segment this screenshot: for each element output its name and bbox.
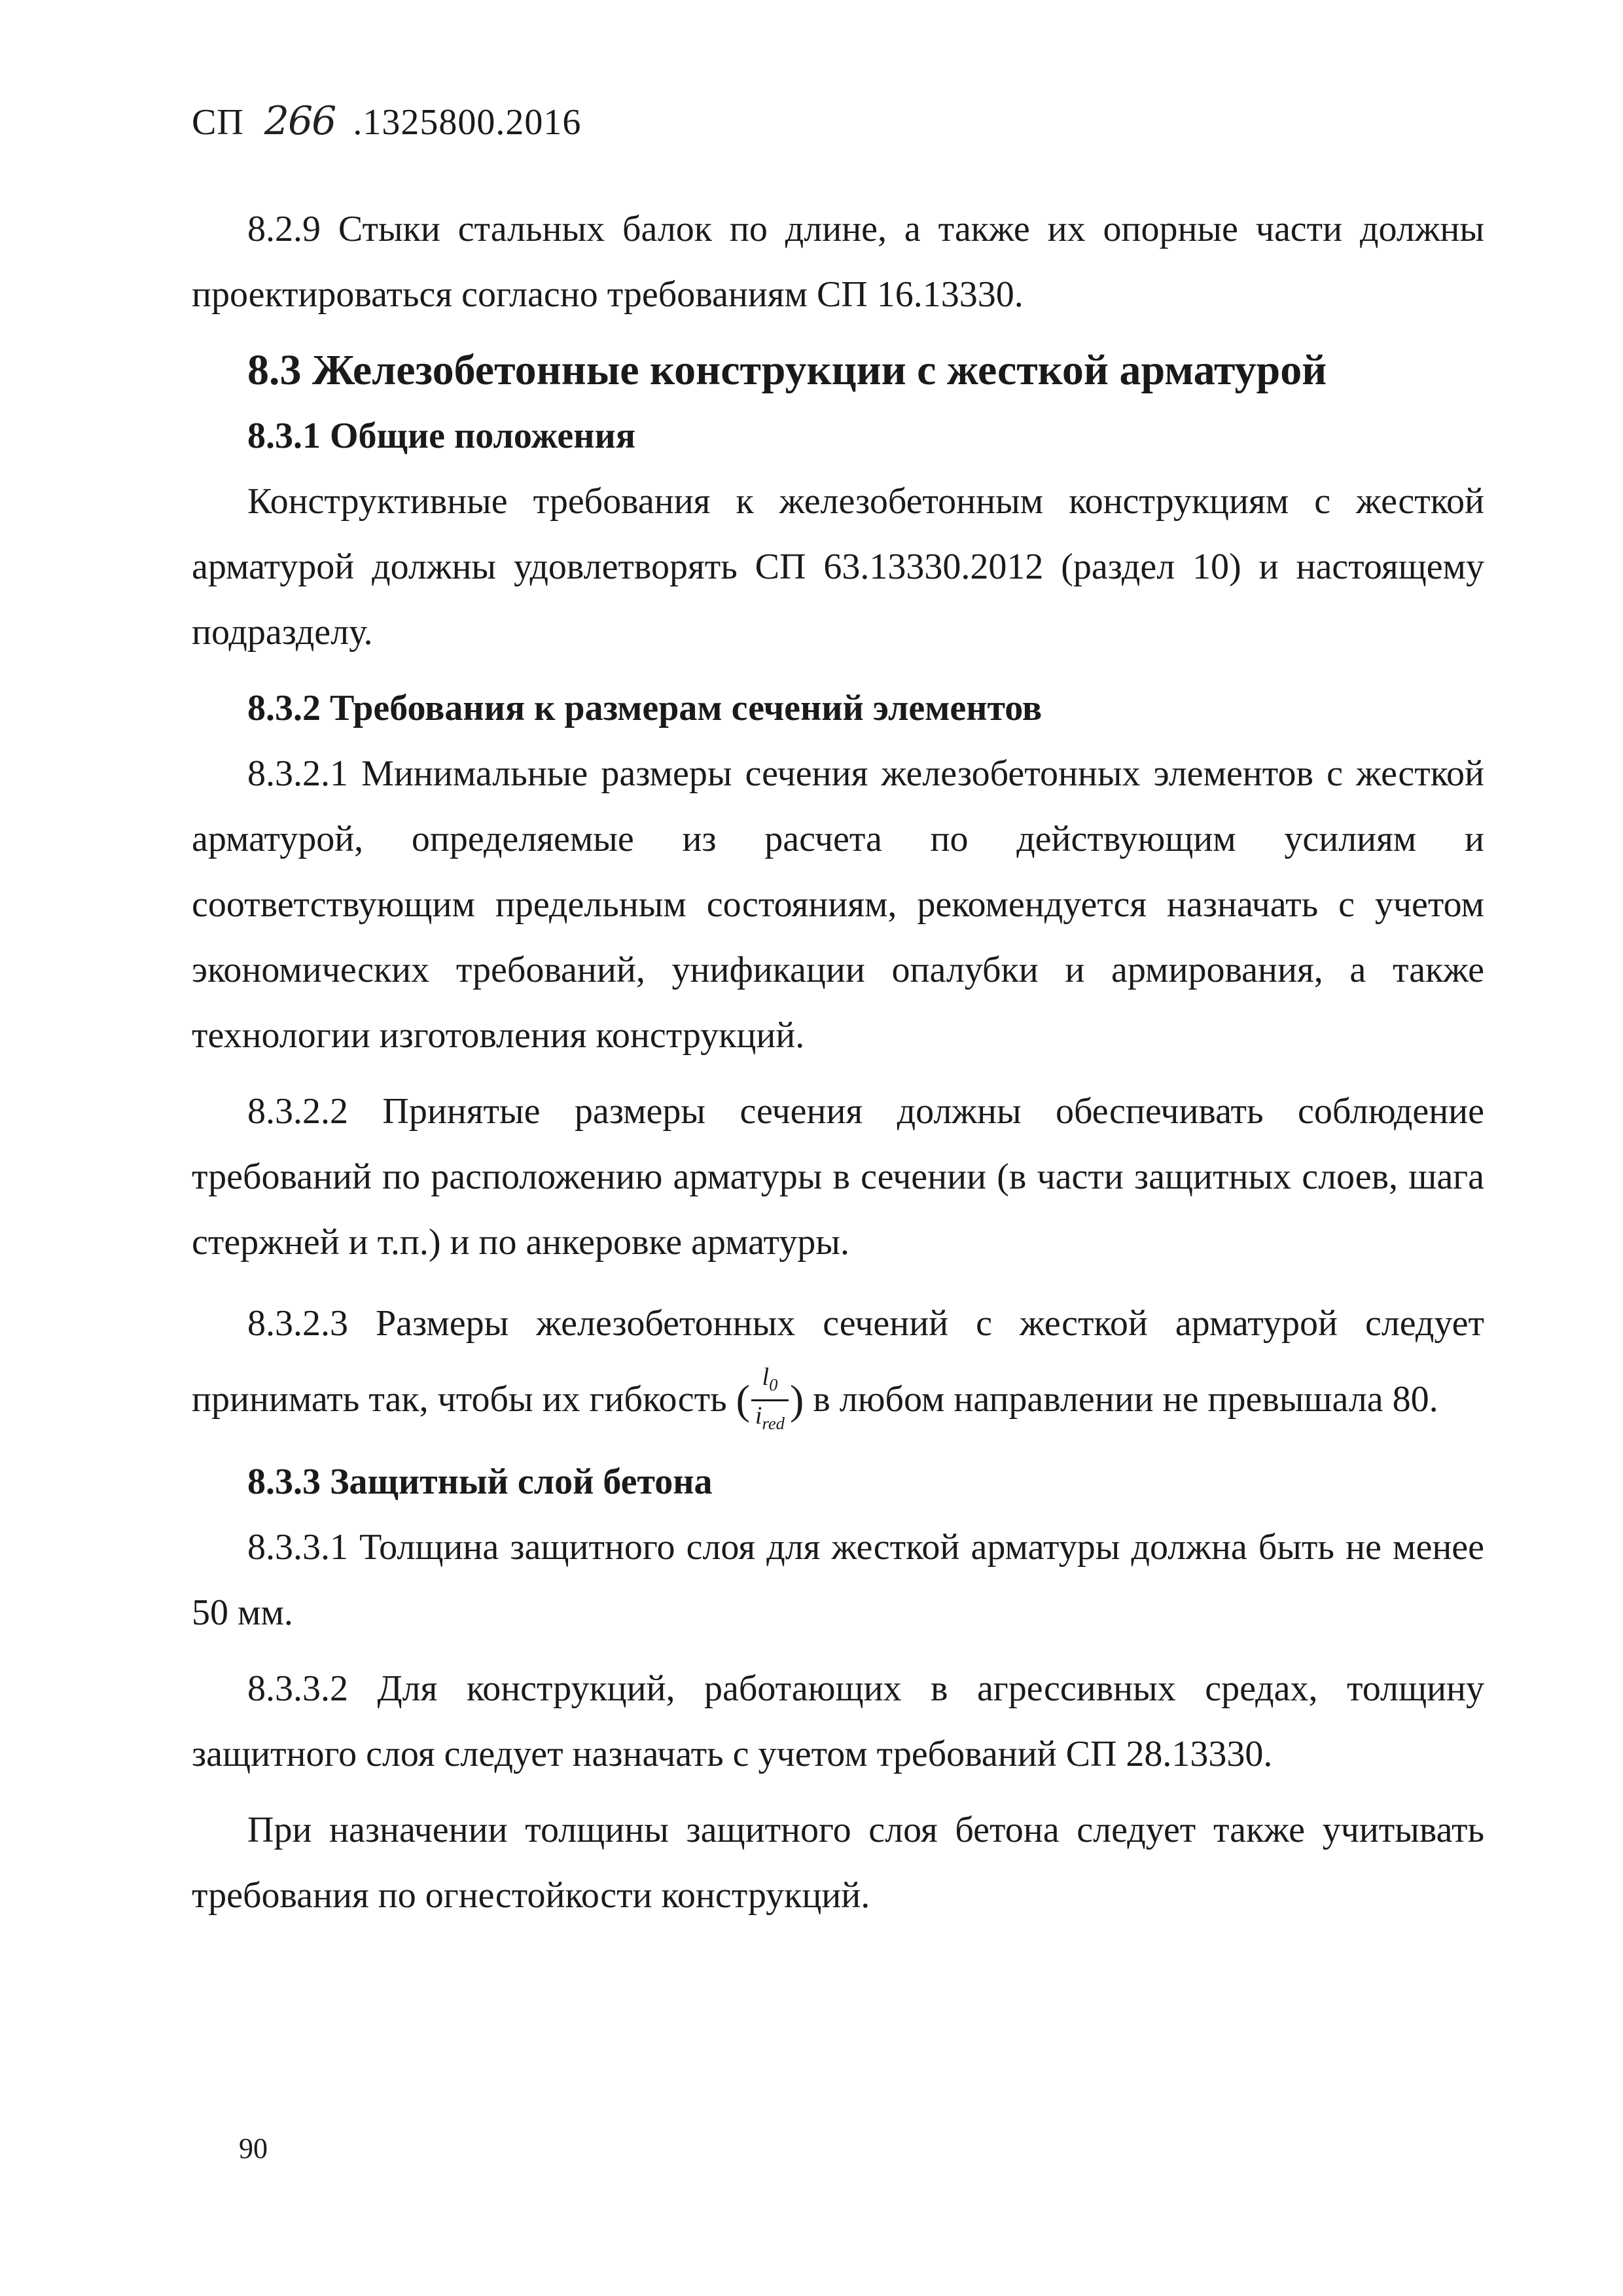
paragraph-final-note: При назначении толщины защитного слоя бетона следует также учитывать требования по огнестойкости конструкций. (192, 1810, 1484, 1916)
paragraph-8-3-3-2: 8.3.3.2 Для конструкций, работающих в агрессивных средах, толщину защитного слоя следует назначать с учетом требований СП 28.13330. (192, 1668, 1484, 1775)
paragraph-8-3-3-1: 8.3.3.1 Толщина защитного слоя для жесткой арматуры должна быть не менее 50 мм. (192, 1527, 1484, 1634)
formula-denominator (751, 1401, 789, 1437)
formula-fraction (751, 1364, 789, 1436)
formula-open-paren: ( (736, 1376, 750, 1424)
paragraph-8-3-2-3-text-after: в любом направлении не превышала 80. (804, 1379, 1438, 1420)
denominator-subscript: red (762, 1413, 785, 1433)
slenderness-formula (736, 1364, 804, 1436)
page-number: 90 (239, 2132, 268, 2164)
paragraph-8-2-9: 8.2.9 Стыки стальных балок по длине, а также их опорные части должны проектироваться согласно требованиям СП 16.13330. (192, 209, 1484, 315)
subsection-heading-8-3-2: 8.3.2 Требования к размерам сечений элементов (247, 688, 1043, 728)
section-heading-8-3: 8.3 Железобетонные конструкции с жесткой арматурой (247, 346, 1327, 394)
paragraph-8-3-2-3 (192, 1285, 1484, 1439)
document-body (192, 196, 1484, 1928)
code-prefix: СП (192, 102, 244, 143)
numerator-subscript: 0 (769, 1374, 778, 1395)
paragraph-8-3-1: Конструктивные требования к железобетонным конструкциям с жесткой арматурой должны удовлетворять СП 63.13330.2012 (раздел 10) и настоящему подразделу. (192, 481, 1484, 653)
handwritten-code-number: 266 (264, 98, 336, 144)
numerator-symbol: l (762, 1363, 770, 1391)
denominator-symbol: i (755, 1401, 762, 1429)
paragraph-8-3-2-3-text-before: 8.3.2.3 Размеры железобетонных сечений с жесткой арматурой следует принимать так, чтобы их гибкость (192, 1303, 1484, 1420)
formula-close-paren: ) (789, 1376, 804, 1424)
document-code-header (192, 98, 581, 145)
subsection-heading-8-3-3: 8.3.3 Защитный слой бетона (247, 1462, 713, 1503)
formula-numerator (751, 1364, 789, 1401)
paragraph-8-3-2-1: 8.3.2.1 Минимальные размеры сечения железобетонных элементов с жесткой арматурой, определяемые из расчета по действующим усилиям и соответствующим предельным состояниям, рекомендуется назначать с учетом экономических требований, унификации опалубки и армирования, а также технологии изготовления конструкций. (192, 753, 1484, 1056)
subsection-heading-8-3-1: 8.3.1 Общие положения (247, 416, 636, 456)
paragraph-8-3-2-2: 8.3.2.2 Принятые размеры сечения должны обеспечивать соблюдение требований по расположению арматуры в сечении (в части защитных слоев, шага стержней и т.п.) и по анкеровке арматуры. (192, 1091, 1484, 1263)
code-suffix: .1325800.2016 (353, 102, 582, 143)
